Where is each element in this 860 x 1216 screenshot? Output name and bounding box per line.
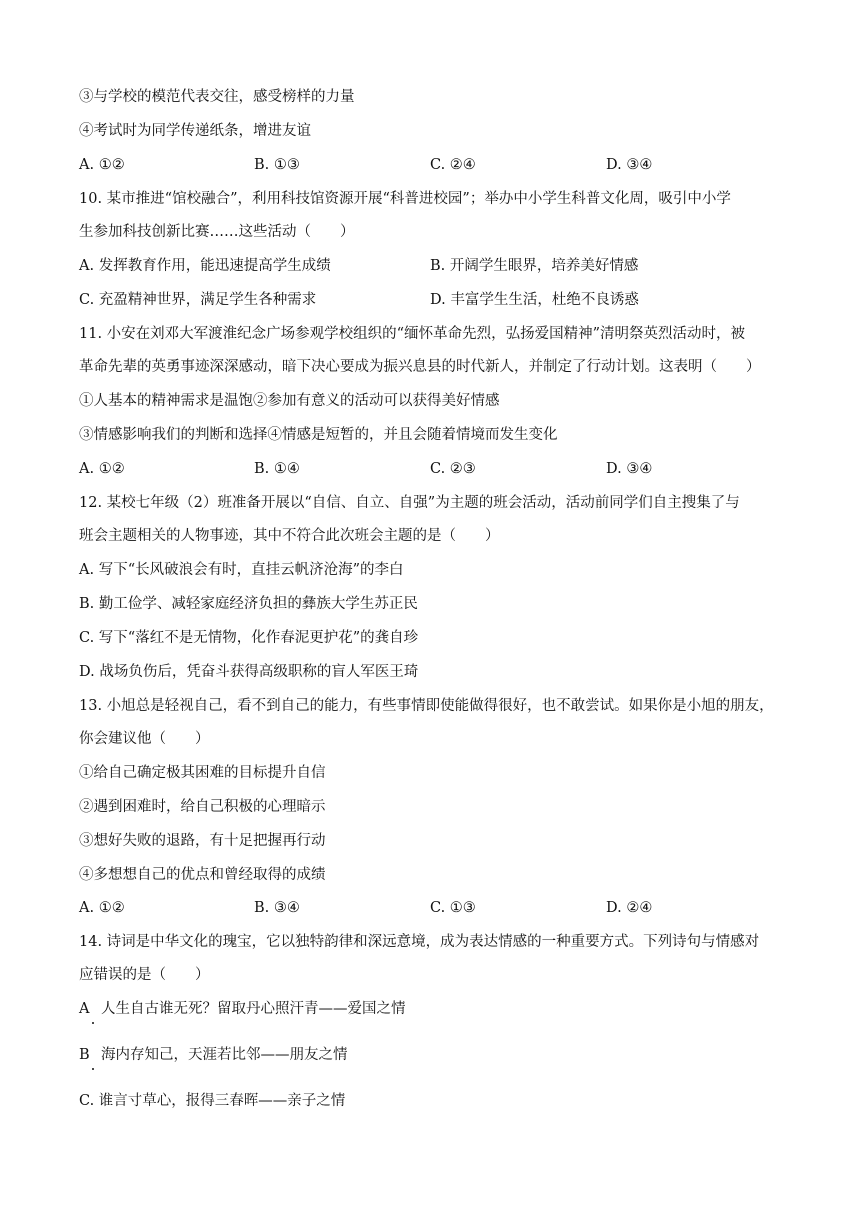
q14-option-a-text[interactable]: 人生自古谁无死？留取丹心照汗青——爱国之情 <box>101 1001 406 1017</box>
q14-stem-line1: 14. 诗词是中华文化的瑰宝，它以独特韵律和深远意境，成为表达情感的一种重要方式。下列诗句与情感对 <box>79 934 760 950</box>
q11-stem-line2: 革命先辈的英勇事迹深深感动，暗下决心要成为振兴息县的时代新人，并制定了行动计划。这表明（ ） <box>79 359 761 375</box>
q13-stem-line2: 你会建议他（ ） <box>79 731 210 747</box>
q13-item-4: ④多想想自己的优点和曾经取得的成绩 <box>79 867 326 883</box>
q11-option-a[interactable]: A. ①② <box>79 461 125 477</box>
q13-stem-line1: 13. 小旭总是轻视自己，看不到自己的能力，有些事情即使能做得很好，也不敢尝试。如果你是小旭的朋友， <box>79 698 774 714</box>
q12-option-c[interactable]: C. 写下“落红不是无情物，化作春泥更护花”的龚自珍 <box>79 630 419 646</box>
q12-option-d[interactable]: D. 战场负伤后，凭奋斗获得高级职称的盲人军医王琦 <box>79 664 419 680</box>
q13-item-2: ②遇到困难时，给自己积极的心理暗示 <box>79 799 326 815</box>
q9-option-b[interactable]: B. ①③ <box>254 157 300 173</box>
q11-stem-line1: 11. 小安在刘邓大军渡淮纪念广场参观学校组织的“缅怀革命先烈，弘扬爱国精神”清明祭英烈活动时，被 <box>79 326 745 342</box>
q14-option-b-text[interactable]: 海内存知己，天涯若比邻——朋友之情 <box>101 1047 348 1063</box>
q12-option-b[interactable]: B. 勤工俭学、减轻家庭经济负担的彝族大学生苏正民 <box>79 596 418 612</box>
q9-item-4: ④考试时为同学传递纸条，增进友谊 <box>79 123 311 139</box>
q11-option-b[interactable]: B. ①④ <box>254 461 300 477</box>
q11-items-line2: ③情感影响我们的判断和选择④情感是短暂的，并且会随着情境而发生变化 <box>79 427 558 443</box>
q11-option-c[interactable]: C. ②③ <box>430 461 476 477</box>
q11-items-line1: ①人基本的精神需求是温饱②参加有意义的活动可以获得美好情感 <box>79 393 500 409</box>
q10-option-c[interactable]: C. 充盈精神世界，满足学生各种需求 <box>79 292 317 308</box>
q13-option-c[interactable]: C. ①③ <box>430 900 476 916</box>
q12-stem-line2: 班会主题相关的人物事迹，其中不符合此次班会主题的是（ ） <box>79 528 500 544</box>
q14-option-a-emphasis-dot <box>92 1022 94 1024</box>
q9-option-c[interactable]: C. ②④ <box>430 157 476 173</box>
q14-option-a-letter[interactable]: A <box>79 1001 90 1017</box>
q14-option-c[interactable]: C. 谁言寸草心，报得三春晖——亲子之情 <box>79 1093 346 1109</box>
q10-option-a[interactable]: A. 发挥教育作用，能迅速提高学生成绩 <box>79 258 331 274</box>
q13-option-a[interactable]: A. ①② <box>79 900 125 916</box>
q10-option-b[interactable]: B. 开阔学生眼界，培养美好情感 <box>430 258 639 274</box>
q14-stem-line2: 应错误的是（ ） <box>79 967 210 983</box>
q14-option-b-emphasis-dot <box>92 1068 94 1070</box>
q12-stem-line1: 12. 某校七年级（2）班准备开展以“自信、自立、自强”为主题的班会活动，活动前同学们自主搜集了与 <box>79 495 740 511</box>
q9-option-a[interactable]: A. ①② <box>79 157 125 173</box>
q13-item-1: ①给自己确定极其困难的目标提升自信 <box>79 765 326 781</box>
q13-option-d[interactable]: D. ②④ <box>606 900 653 916</box>
q12-option-a[interactable]: A. 写下“长风破浪会有时，直挂云帆济沧海”的李白 <box>79 562 404 578</box>
q10-stem-line2: 生参加科技创新比赛……这些活动（ ） <box>79 224 355 240</box>
q13-option-b[interactable]: B. ③④ <box>254 900 300 916</box>
q9-option-d[interactable]: D. ③④ <box>606 157 653 173</box>
q11-option-d[interactable]: D. ③④ <box>606 461 653 477</box>
q14-option-b-letter[interactable]: B <box>79 1047 90 1063</box>
q10-option-d[interactable]: D. 丰富学生生活，杜绝不良诱惑 <box>430 292 639 308</box>
q13-item-3: ③想好失败的退路，有十足把握再行动 <box>79 833 326 849</box>
q10-stem-line1: 10. 某市推进“馆校融合”，利用科技馆资源开展“科普进校园”；举办中小学生科普文化周，吸引中小学 <box>79 191 731 207</box>
q9-item-3: ③与学校的模范代表交往，感受榜样的力量 <box>79 89 355 105</box>
